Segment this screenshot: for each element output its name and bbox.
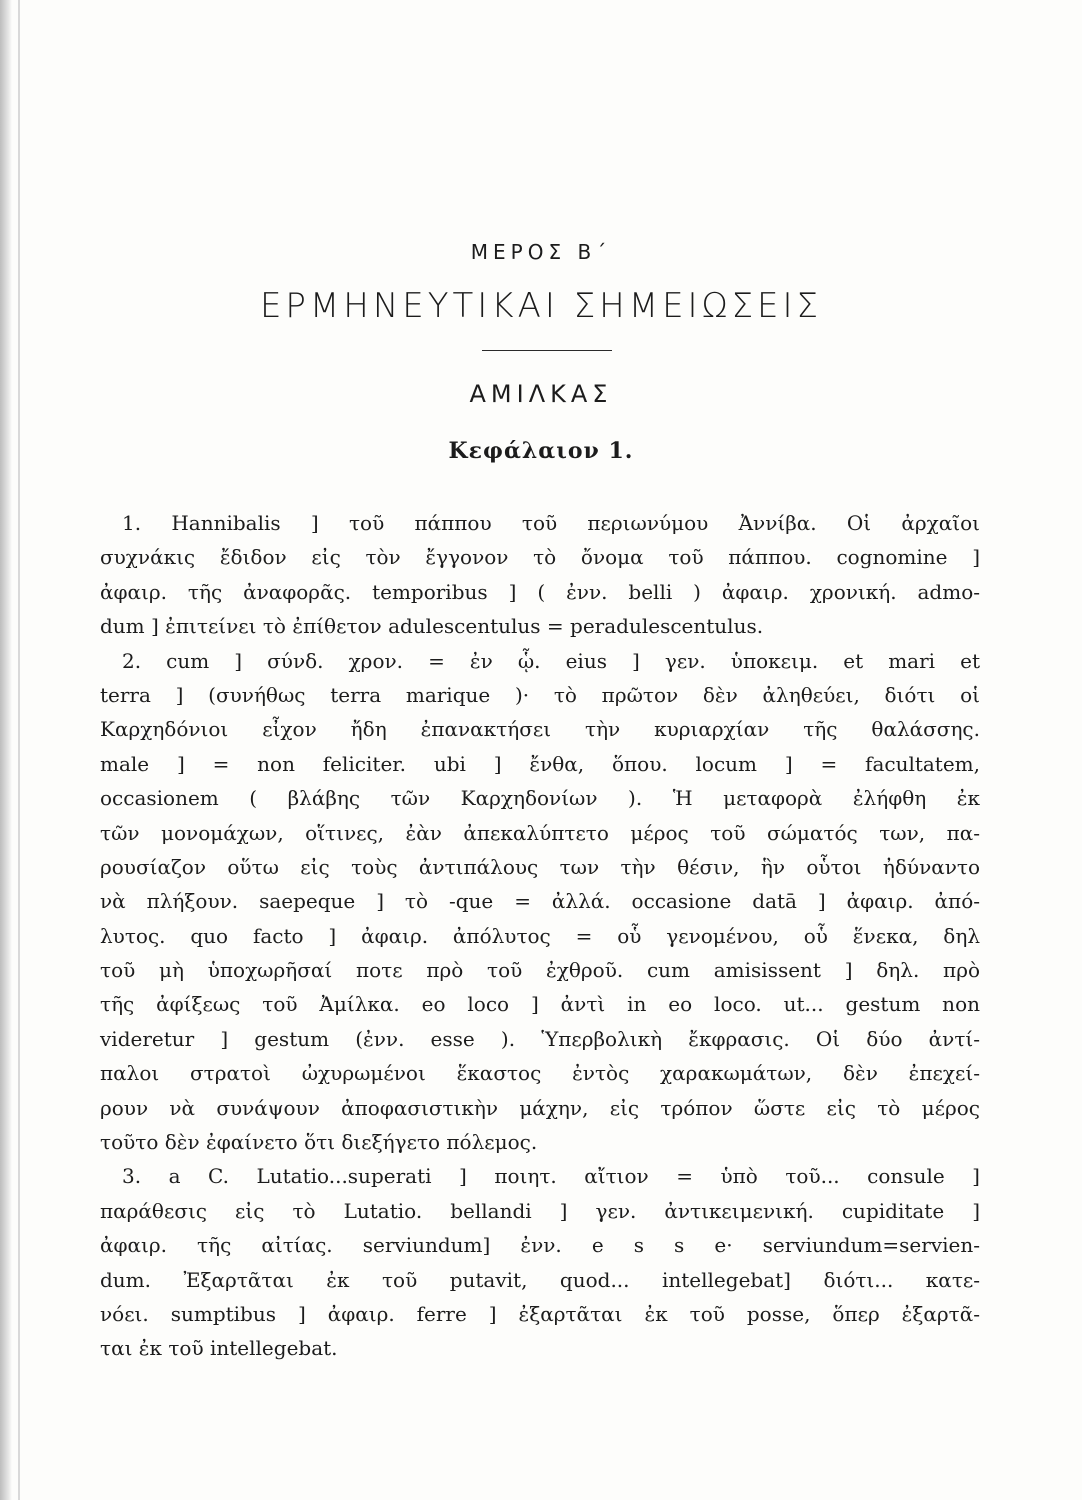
text-line: ἀφαιρ. τῆς αἰτίας. serviundum] ἐνν. e s s e· serviundum=servien- (100, 1233, 980, 1258)
text-line: νόει. sumptibus ] ἀφαιρ. ferre ] ἐξαρτᾶται ἐκ τοῦ posse, ὅπερ ἐξαρτᾶ- (100, 1301, 980, 1326)
text-line: ἀφαιρ. τῆς ἀναφορᾶς. temporibus ] ( ἐνν. belli ) ἀφαιρ. χρονική. admo- (100, 579, 980, 604)
paragraph-3 (100, 1159, 980, 1365)
chapter-heading: Κεφάλαιον 1. (448, 438, 634, 464)
text-line: occasionem ( βλάβης τῶν Καρχηδονίων ). Ἡ μεταφορὰ ἐλήφθη ἐκ (100, 786, 980, 811)
text-line: 2. cum ] σύνδ. χρον. = ἐν ᾧ. eius ] γεν. ὑποκειμ. et mari et (122, 648, 980, 673)
text-line: 3. a C. Lutatio...superati ] ποιητ. αἴτιον = ὑπὸ τοῦ... consule ] (122, 1164, 980, 1189)
text-line: νὰ πλήξουν. saepeque ] τὸ -que = ἀλλά. occasione datā ] ἀφαιρ. ἀπό- (100, 889, 980, 914)
page-title: ΕΡΜΗΝΕΥΤΙΚΑΙ ΣΗΜΕΙΩΣΕΙΣ (259, 286, 823, 326)
text-line: συχνάκις ἔδιδον εἰς τὸν ἔγγονον τὸ ὄνομα τοῦ πάππου. cognomine ] (100, 545, 980, 570)
section-heading: ΑΜΙΛΚΑΣ (469, 380, 613, 408)
page-binding-edge (18, 0, 20, 1500)
text-line: dum ] ἐπιτείνει τὸ ἐπίθετον adulescentulus = peradulescentulus. (100, 614, 764, 639)
text-line: 1. Hannibalis ] τοῦ πάππου τοῦ περιωνύμου Ἀννίβα. Οἱ ἀρχαῖοι (122, 511, 980, 535)
page-binding-shadow (0, 0, 12, 1500)
text-line: τοῦ μὴ ὑποχωρῆσαί ποτε πρὸ τοῦ ἐχθροῦ. cum amisissent ] δηλ. πρὸ (100, 958, 980, 983)
text-line: ρουσίαζον οὕτω εἰς τοὺς ἀντιπάλους των τὴν θέσιν, ἣν οὗτοι ἠδύναντο (100, 854, 980, 879)
text-line: τοῦτο δὲν ἐφαίνετο ὅτι διεξήγετο πόλεμος. (100, 1130, 538, 1155)
text-line: terra ] (συνήθως terra marique )· τὸ πρῶτον δὲν ἀληθεύει, διότι οἱ (100, 682, 980, 707)
paragraph-2 (100, 644, 980, 1160)
commentary-body (100, 506, 980, 1366)
text-line: τῆς ἀφίξεως τοῦ Ἀμίλκα. eo loco ] ἀντὶ in eo loco. ut... gestum non (100, 992, 980, 1017)
text-line: videretur ] gestum (ἐνν. esse ). Ὑπερβολικὴ ἔκφρασις. Οἱ δύο ἀντί- (100, 1026, 980, 1051)
text-line: παράθεσις εἰς τὸ Lutatio. bellandi ] γεν. ἀντικειμενική. cupiditate ] (100, 1198, 980, 1223)
text-line: λυτος. quo facto ] ἀφαιρ. ἀπόλυτος = οὗ γενομένου, οὗ ἕνεκα, δηλ (100, 923, 980, 948)
title-divider (482, 350, 612, 351)
text-line: male ] = non feliciter. ubi ] ἔνθα, ὅπου. locum ] = facultatem, (100, 751, 980, 776)
text-line: παλοι στρατοὶ ὠχυρωμένοι ἕκαστος ἐντὸς χαρακωμάτων, δὲν ἐπεχεί- (100, 1061, 980, 1086)
text-line: τῶν μονομάχων, οἵτινες, ἐὰν ἀπεκαλύπτετο μέρος τοῦ σώματός των, πα- (100, 820, 980, 845)
text-line: ρουν νὰ συνάψουν ἀποφασιστικὴν μάχην, εἰς τρόπον ὥστε εἰς τὸ μέρος (100, 1095, 980, 1120)
part-heading: ΜΕΡΟΣ Β΄ (470, 240, 612, 264)
text-line: dum. Ἐξαρτᾶται ἐκ τοῦ putavit, quod... intellegebat] διότι... κατε- (100, 1267, 980, 1292)
text-line: ται ἐκ τοῦ intellegebat. (100, 1336, 338, 1361)
text-line: Καρχηδόνιοι εἶχον ἤδη ἐπανακτήσει τὴν κυριαρχίαν τῆς θαλάσσης. (100, 717, 980, 742)
paragraph-1 (100, 506, 980, 644)
